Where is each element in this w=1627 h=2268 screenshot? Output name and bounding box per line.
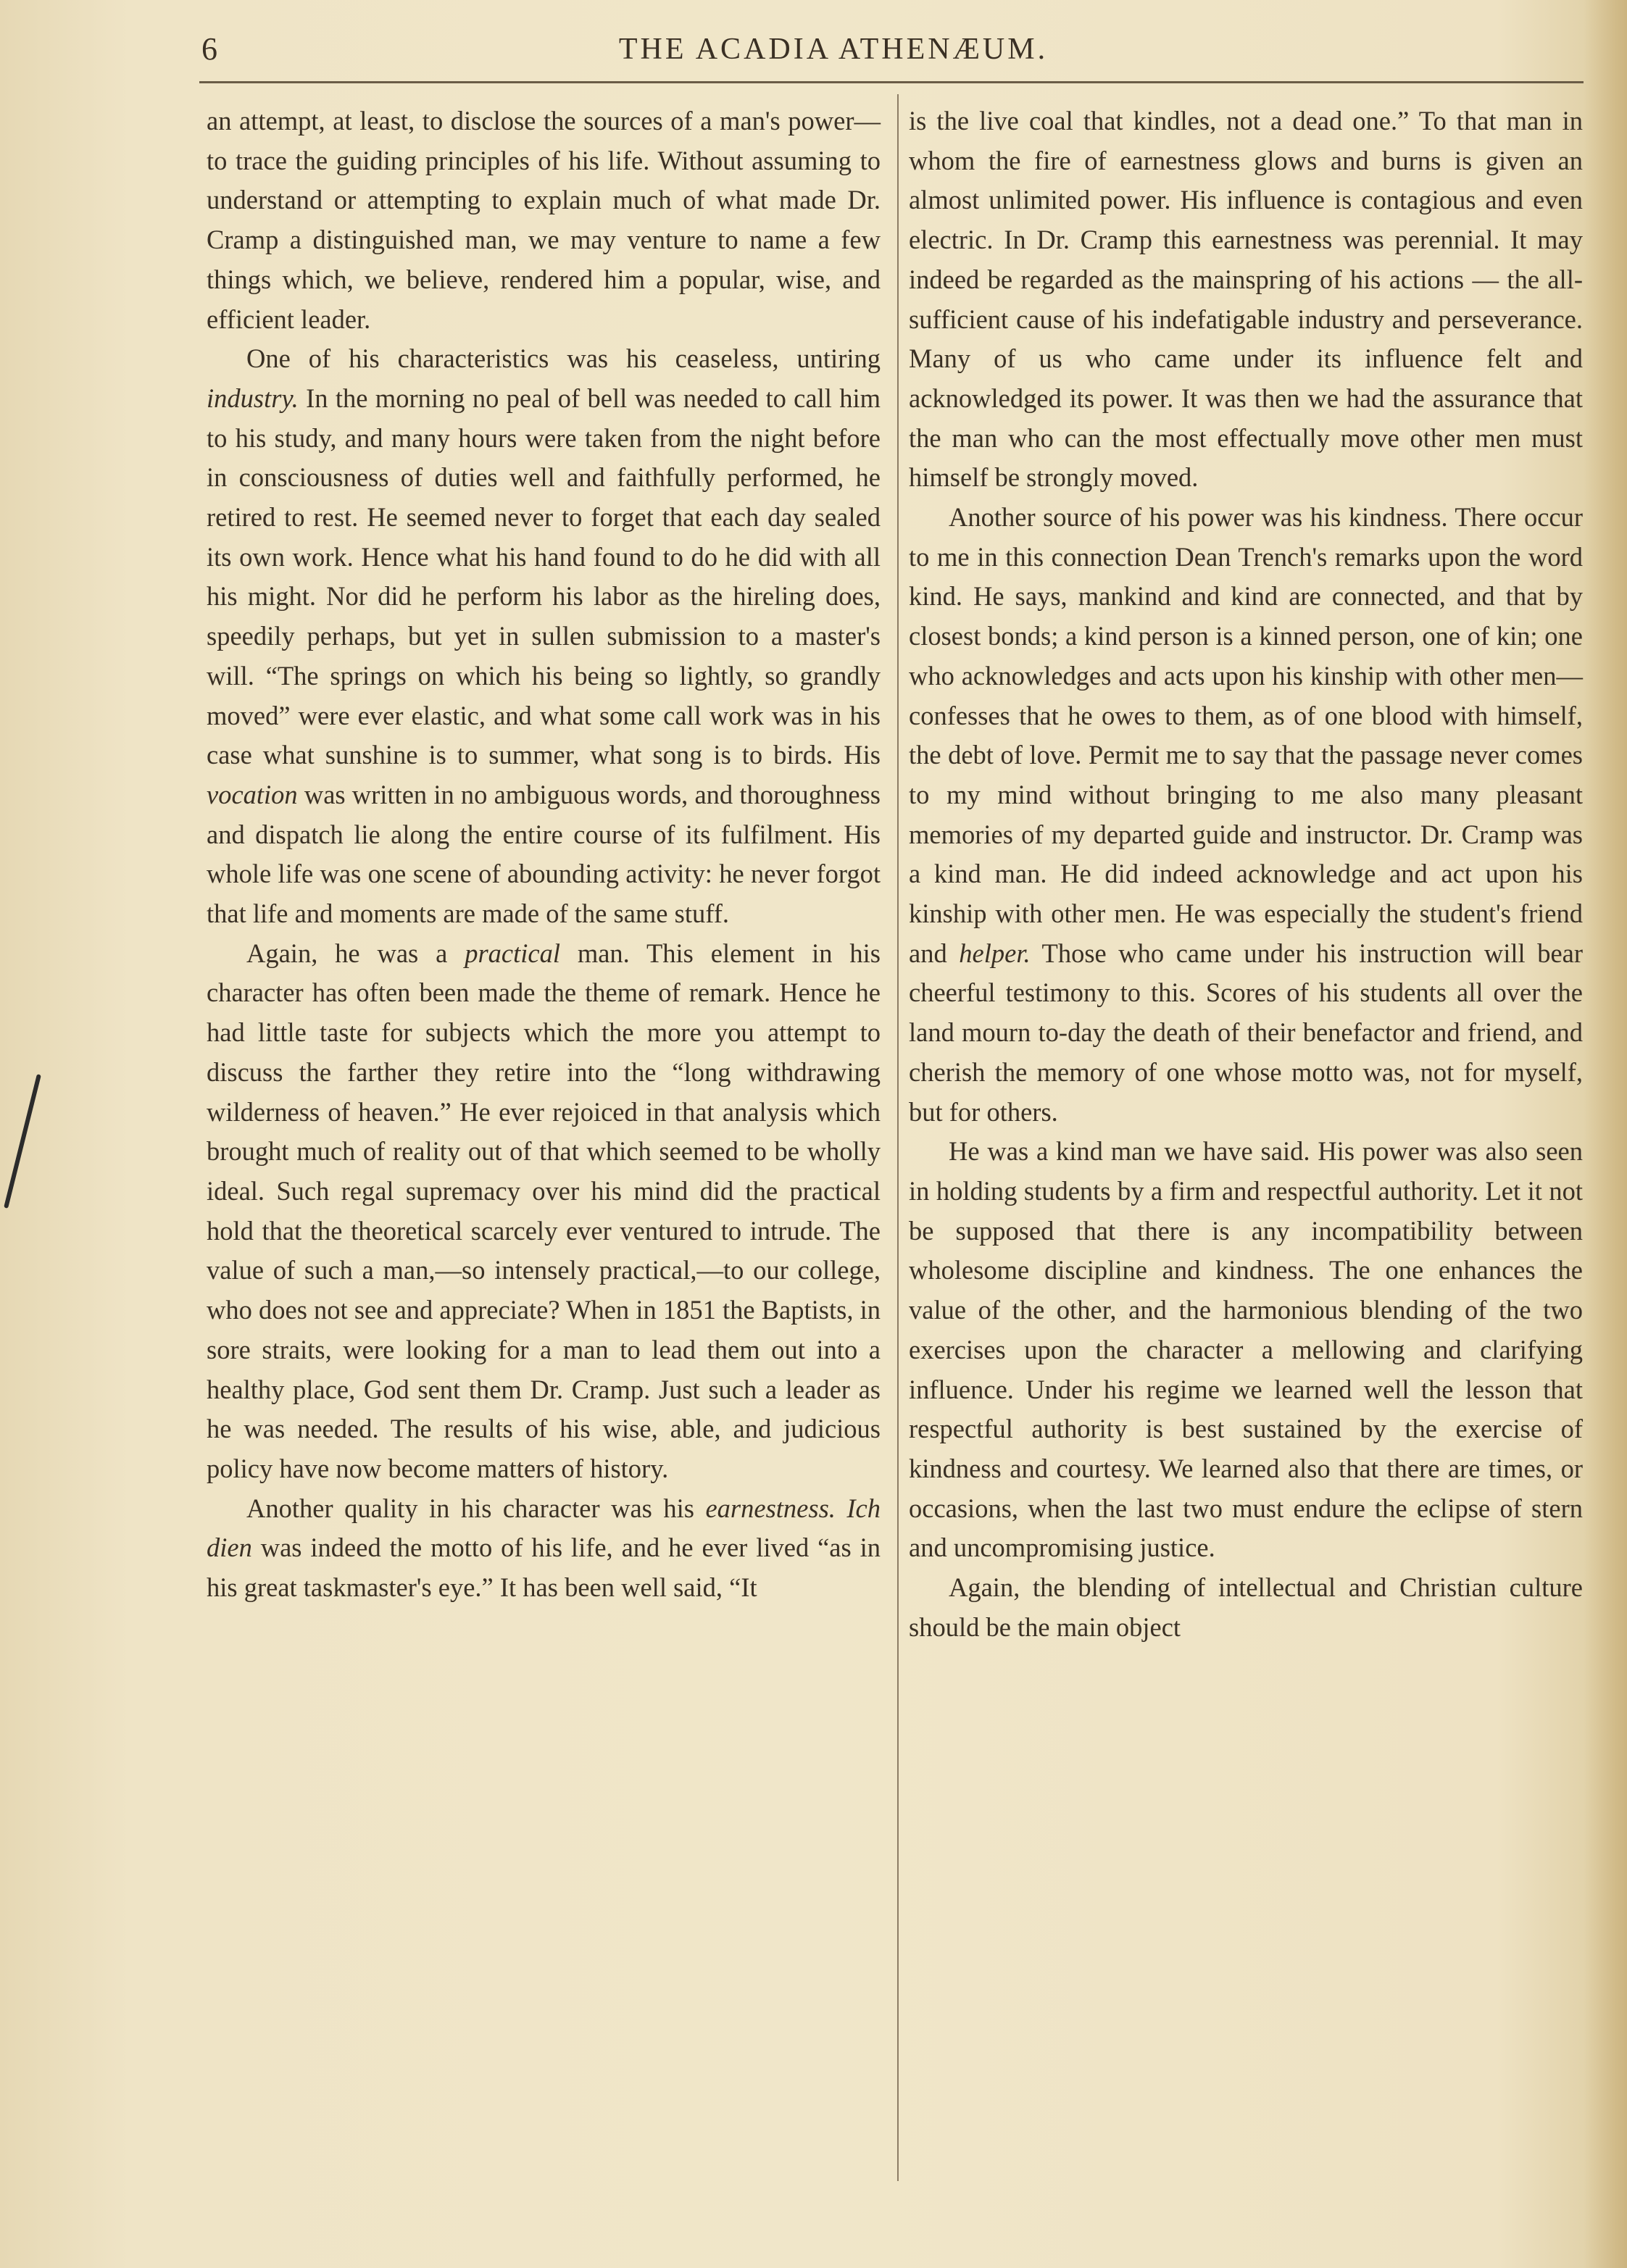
right-column [909,101,1583,1647]
text-run: was indeed the motto of his life, and he ever lived “as in his great taskmaster's eye.” It has been well said, “It [207,1533,881,1603]
paragraph: is the live coal that kindles, not a dead one.” To that man in whom the fire of earnestness glows and burns is given an almost unlimited power. His influence is contagious and even electric. In Dr. Cramp this earnestness was perennial. It may indeed be regarded as the mainspring of his actions — the all-sufficient cause of his indefatigable industry and perseverance. Many of us who came under its influence felt and acknowledged its power. It was then we had the assurance that the man who can the most effectually move other men must himself be strongly moved. [909,106,1583,493]
running-title: THE ACADIA ATHENÆUM. [618,33,1049,66]
emphasis: industry. [207,383,299,413]
paragraph [909,498,1583,1132]
text-run: Those who came under his instruction will bear cheerful testimony to this. Scores of his students all over the land mourn to-day the death of their benefactor and friend, and cherish the memory of one whose motto was, not for myself, but for others. [909,938,1583,1127]
left-column [207,101,881,1608]
emphasis: vocation [207,779,298,809]
header-rule [199,81,1584,83]
emphasis: practical [465,938,560,968]
paragraph [207,934,881,1489]
text-run: man. This element in his character has often been made the theme of remark. Hence he had little taste for subjects which the more you attempt to discuss the farther they retire into the “long withdrawing wilderness of heaven.” He ever rejoiced in that analysis which brought much of reality out of that which seemed to be wholly ideal. Such regal supremacy over his mind did the practical hold that the theoretical scarcely ever ventured to intrude. The value of such a man,—so intensely practical,—to our college, who does not see and appreciate? When in 1851 the Baptists, in sore straits, were looking for a man to lead them out into a healthy place, God sent them Dr. Cramp. Just such a leader as he was needed. The results of his wise, able, and judicious policy have now become matters of history. [207,938,881,1483]
text-run [836,1493,847,1523]
paragraph: an attempt, at least, to disclose the sources of a man's power—to trace the guiding principles of his life. Without assuming to understand or attempting to explain much of what made Dr. Cramp a distinguished man, we may venture to name a few things which, we believe, rendered him a popular, wise, and efficient leader. [207,106,881,334]
text-run: Another quality in his character was his [246,1493,706,1523]
page-number: 6 [201,31,217,67]
paragraph [207,339,881,934]
paragraph [207,1489,881,1608]
text-run: Again, he was a [246,938,465,968]
emphasis: Ich dien [207,1493,881,1563]
emphasis: earnestness. [705,1493,836,1523]
text-run: Another source of his power was his kindness. There occur to me in this connection Dean Trench's remarks upon the word kind. He says, mankind and kind are connected, and that by closest bonds; a kind person is a kinned person, one of kin; one who acknowledges and acts upon his kinship with other men—confesses that he owes to them, as of one blood with himself, the debt of love. Permit me to say that the passage never comes to my mind without bringing to me also many pleasant memories of my departed guide and instructor. Dr. Cramp was a kind man. He did indeed acknowledge and act upon his kinship with other men. He was especially the student's friend and [909,502,1583,968]
emphasis: helper. [959,938,1031,968]
paragraph: Again, the blending of intellectual and Christian culture should be the main object [909,1572,1583,1642]
text-run: One of his characteristics was his ceaseless, untiring [246,343,881,374]
paragraph: He was a kind man we have said. His power was also seen in holding students by a firm and respectful authority. Let it not be supposed that there is any incompatibility between wholesome discipline and kindness. The one enhances the value of the other, and the harmonious blending of the two exercises upon the character a mellowing and clarifying influence. Under his regime we learned well the lesson that respectful authority is best sustained by the exercise of kindness and courtesy. We learned also that there are times, or occasions, when the last two must endure the eclipse of stern and uncompromising justice. [909,1136,1583,1563]
margin-pencil-mark [4,1074,41,1209]
page-edge-shadow [1584,0,1627,2268]
text-run: In the morning no peal of bell was needed to call him to his study, and many hours were taken from the night before in consciousness of duties well and faithfully performed, he retired to rest. He seemed never to forget that each day sealed its own work. Hence what his hand found to do he did with all his might. Nor did he perform his labor as the hireling does, speedily perhaps, but yet in sullen submission to a master's will. “The springs on which his being so lightly, so grandly moved” were ever elastic, and what some call work was in his case what sunshine is to summer, what song is to birds. His [207,383,881,770]
column-divider [897,94,899,2181]
text-run: was written in no ambiguous words, and thoroughness and dispatch lie along the entire course of its fulfilment. His whole life was one scene of abounding activity: he never forgot that life and moments are made of the same stuff. [207,779,881,929]
